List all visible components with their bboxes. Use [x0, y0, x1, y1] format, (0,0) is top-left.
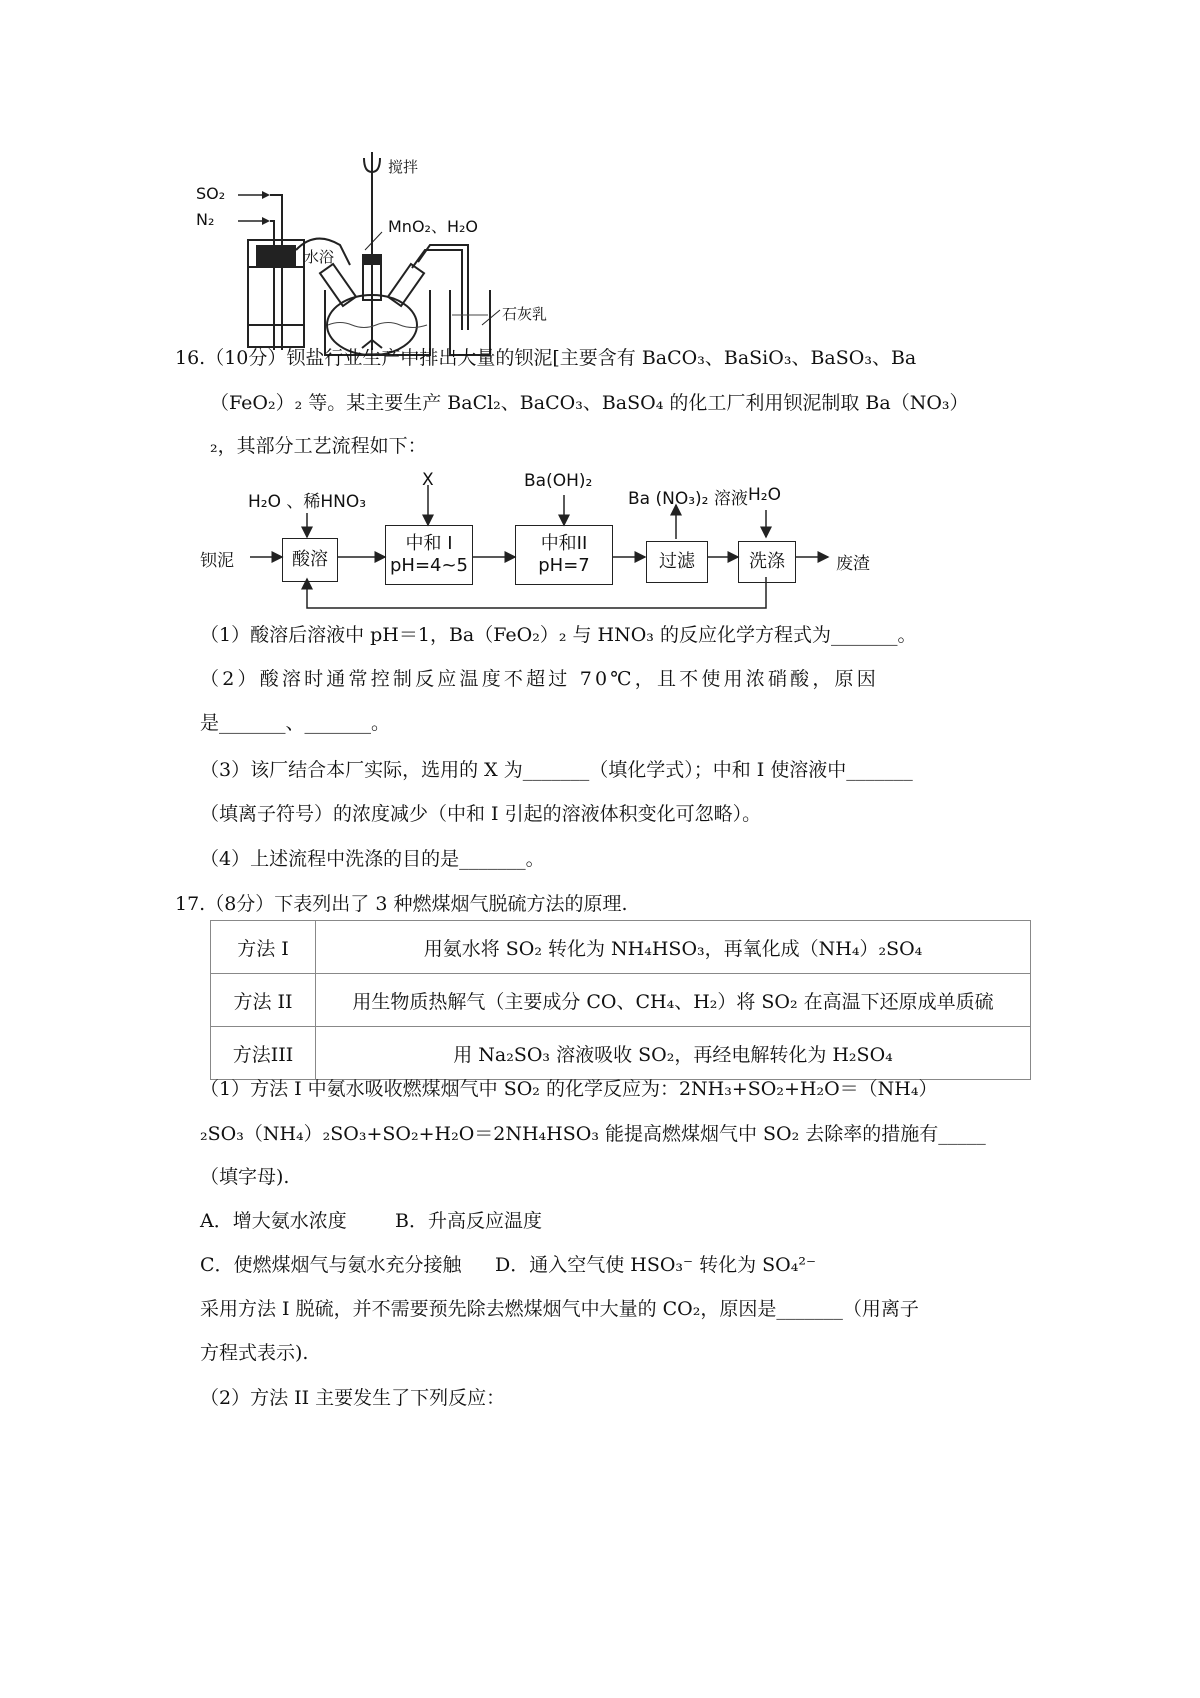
flow-barium-mud: 钡泥 — [200, 551, 234, 571]
methods-table — [210, 920, 1031, 1080]
method-desc: 用氨水将 SO₂ 转化为 NH₄HSO₃，再氧化成（NH₄）₂SO₄ — [316, 921, 1031, 974]
flow-neutral2: 中和II pH=7 — [515, 525, 613, 585]
q16-part2-line1: （2）酸溶时通常控制反应温度不超过 70℃，且不使用浓硝酸，原因 — [200, 668, 879, 690]
q16-part2-line2: 是_______、_______。 — [200, 712, 391, 734]
q17-part1-line3: （填字母). — [200, 1166, 290, 1188]
flow-x-label: X — [422, 470, 434, 490]
q17-part1b-line2: 方程式表示). — [200, 1342, 309, 1364]
method-desc: 用生物质热解气（主要成分 CO、CH₄、H₂）将 SO₂ 在高温下还原成单质硫 — [316, 974, 1031, 1027]
flow-baoh2: Ba(OH)₂ — [524, 471, 593, 491]
flow-input1: H₂O 、稀HNO₃ — [248, 492, 367, 512]
q17-intro: 17.（8分）下表列出了 3 种燃煤烟气脱硫方法的原理. — [175, 893, 628, 915]
flow-waste: 废渣 — [836, 554, 870, 574]
method-desc: 用 Na₂SO₃ 溶液吸收 SO₂，再经电解转化为 H₂SO₄ — [316, 1027, 1031, 1080]
table-row — [211, 921, 1031, 974]
option-b: B．升高反应温度 — [395, 1210, 542, 1232]
q16-part3-line1: （3）该厂结合本厂实际，选用的 X 为_______（填化学式）；中和 I 使溶液中_______ — [200, 759, 913, 781]
lime-label: 石灰乳 — [502, 305, 548, 323]
q17-part1-line2: ₂SO₃（NH₄）₂SO₃+SO₂+H₂O＝2NH₄HSO₃ 能提高燃煤烟气中 SO₂ 去除率的措施有_____ — [200, 1123, 986, 1145]
table-row — [211, 974, 1031, 1027]
q16-part3-line2: （填离子符号）的浓度减少（中和 I 引起的溶液体积变化可忽略）。 — [200, 803, 762, 825]
option-d: D．通入空气使 HSO₃⁻ 转化为 SO₄²⁻ — [495, 1254, 817, 1276]
q17-part1-line1: （1）方法 I 中氨水吸收燃煤烟气中 SO₂ 的化学反应为：2NH₃+SO₂+H₂O＝（NH₄） — [200, 1078, 938, 1100]
flow-wash: 洗涤 — [738, 541, 796, 583]
stir-label: 搅拌 — [388, 158, 419, 176]
q16-part4: （4）上述流程中洗涤的目的是_______。 — [200, 848, 545, 870]
q16-part1: （1）酸溶后溶液中 pH＝1，Ba（FeO₂）₂ 与 HNO₃ 的反应化学方程式为_______。 — [200, 624, 917, 646]
flow-h2o: H₂O — [748, 485, 781, 505]
table-row — [211, 1027, 1031, 1080]
option-c: C．使燃煤烟气与氨水充分接触 — [200, 1254, 462, 1276]
so2-label: SO₂ — [196, 184, 226, 203]
option-a: A．增大氨水浓度 — [200, 1210, 347, 1232]
q16-intro-line3: ₂，其部分工艺流程如下： — [210, 435, 427, 457]
n2-label: N₂ — [196, 210, 215, 229]
q16-intro-line2: （FeO₂）₂ 等。某主要生产 BaCl₂、BaCO₃、BaSO₄ 的化工厂利用钡泥制取 Ba（NO₃） — [210, 392, 969, 414]
q17-part1b-line1: 采用方法 I 脱硫，并不需要预先除去燃煤烟气中大量的 CO₂，原因是_______（用离子 — [200, 1298, 919, 1320]
flow-neutral1: 中和 I pH=4~5 — [385, 525, 473, 585]
apparatus-diagram — [200, 150, 580, 365]
q17-part2: （2）方法 II 主要发生了下列反应： — [200, 1387, 506, 1409]
method-name: 方法III — [211, 1027, 316, 1080]
q16-intro-line1: 16.（10分）钡盐行业生产中排出大量的钡泥[主要含有 BaCO₃、BaSiO₃、BaSO₃、Ba — [175, 347, 917, 369]
method-name: 方法 II — [211, 974, 316, 1027]
flow-acid-dissolve: 酸溶 — [282, 538, 338, 582]
flow-bano3-solution: Ba (NO₃)₂ 溶液 — [628, 489, 748, 509]
reagent-label: MnO₂、H₂O — [388, 217, 478, 236]
water-bath-label: 水浴 — [304, 248, 335, 266]
method-name: 方法 I — [211, 921, 316, 974]
flow-filter: 过滤 — [646, 541, 708, 583]
